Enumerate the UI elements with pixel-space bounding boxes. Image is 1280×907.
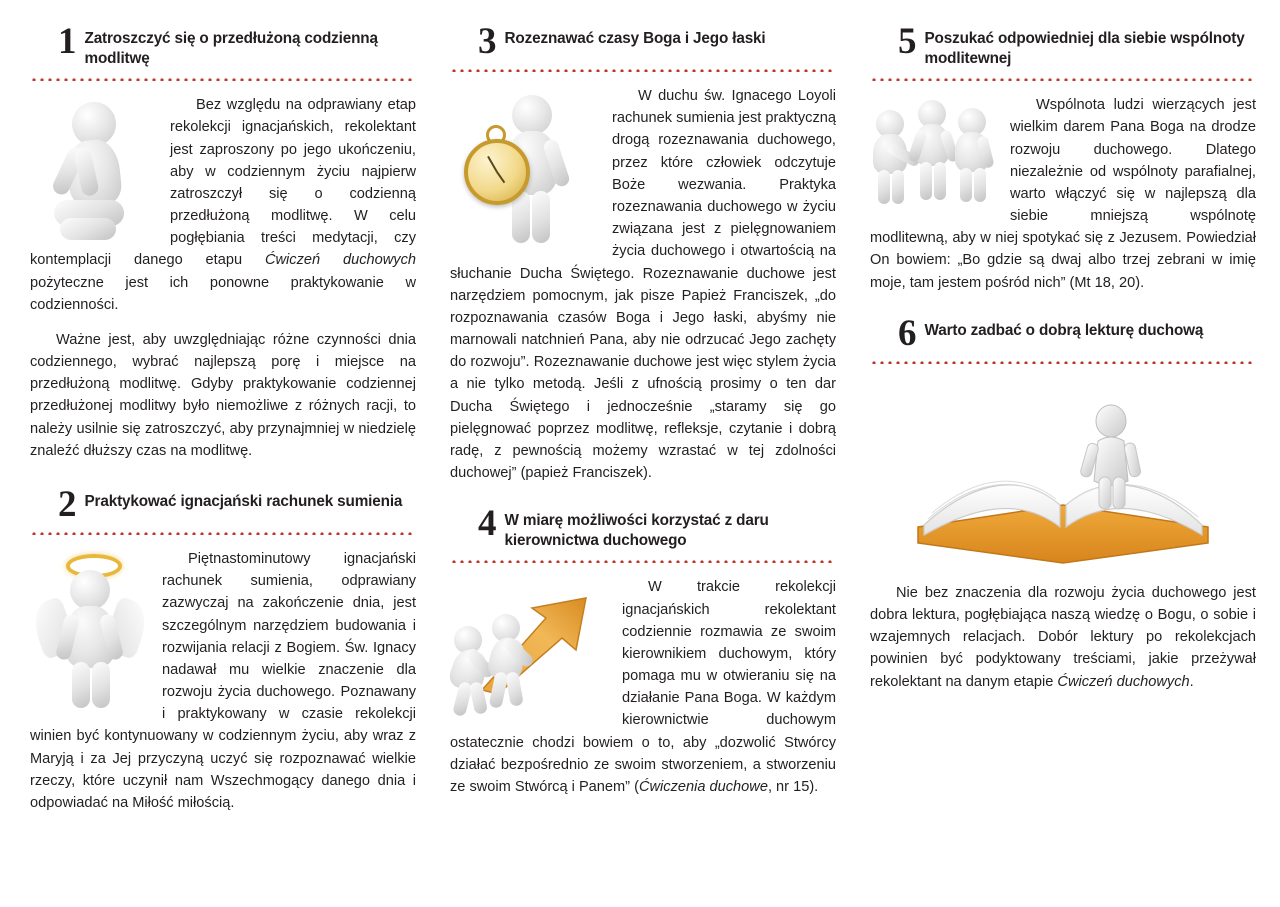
- figure-leg-right: [934, 162, 946, 200]
- three-column-layout: [30, 21, 1256, 887]
- section-number-4: 4: [478, 503, 497, 545]
- figure-leg-right: [892, 170, 904, 204]
- figure-leg-left: [72, 662, 90, 708]
- section-heading-2: [30, 483, 416, 525]
- community-figure-left: [870, 110, 916, 210]
- section-title-1: Zatroszczyć się o przedłużoną codzienną modlitwę: [84, 30, 378, 67]
- kneeling-praying-figure: [30, 96, 158, 246]
- section-title-3: Rozeznawać czasy Boga i Jego łaski: [504, 30, 766, 47]
- column-right: [870, 21, 1256, 887]
- figure-leg-lower: [60, 218, 116, 240]
- spacer: [870, 294, 1256, 318]
- section-heading-5: [870, 21, 1256, 68]
- figure-leg-right: [974, 168, 986, 202]
- two-figures-pushing-arrow: [450, 578, 610, 718]
- section-heading-3: [450, 21, 836, 62]
- pushing-figure-back: [484, 614, 544, 710]
- column-left: [30, 21, 417, 887]
- section-4-paragraph-1: W trakcie rekolekcji ignacjańskich rekolektant codziennie rozmawia ze swoim kierownikiem duchowym, który pomaga mu w otwieraniu się na działanie Pana Boga. W każdym kierownictwie duchowym ostatecznie chodzi bowiem o to, aby „dozwolić Stwórcy działać bezpośrednio ze swoim stworzeniem, a stworzeniu ze swoim Stwórcą i Panem” (Ćwiczenia duchowe, nr 15).: [450, 579, 836, 795]
- section-title-6: Warto zadbać o dobrą lekturę duchową: [924, 321, 1204, 339]
- section-number-3: 3: [478, 21, 497, 62]
- community-figure-middle: [912, 100, 958, 210]
- section-number-1: 1: [58, 21, 77, 62]
- spacer: [450, 484, 836, 508]
- figure-leg-right: [92, 662, 110, 708]
- figure-head: [70, 570, 110, 610]
- figure-leg-left: [920, 162, 932, 200]
- dotted-divider-5: [870, 77, 1256, 81]
- section-5-paragraph-1: Wspólnota ludzi wierzących jest wielkim darem Pana Boga na drodze rozwoju duchowego. Dlatego niezależnie od wspólnoty parafialnej, warto włączyć się w najlepszą dla siebie mniejszą wspólnotę modlitewną, aby w niej spotykać się z Jezusem. Powiedział On bowiem: „Bo gdzie są dwaj albo trzej zebrani w imię moje, tam jestem pośród nich” (Mt 18, 20).: [870, 97, 1256, 291]
- section-heading-4: [450, 503, 836, 550]
- dotted-divider-2: [30, 531, 416, 535]
- section-heading-1: [30, 21, 416, 68]
- section-number-6: 6: [898, 312, 917, 354]
- section-3-paragraph-1: W duchu św. Ignacego Loyoli rachunek sumienia jest praktyczną drogą rozeznawania duchowego, przez które człowiek odczytuje Boże wezwania. Praktyka rozeznawania duchowego w życiu związana jest z pielęgnowaniem życia duchowego i otwartością na słuchanie Ducha Świętego. Rozeznawanie duchowe jest narzędziem pomocnym, jak pisze Papież Franciszek, „do rozpoznawania czasów Boga i Jego łaski, abyśmy nie marnowali natchnień Pana, aby nie odrzucać Jego zachęty do rozwoju”. Rozeznawanie duchowe jest więc stylem życia a nie tylko metodą. Jeśli z ufnością prosimy o ten dar Ducha Świętego i jednocześnie „staramy się go pielęgnować poprzez modlitwę, refleksje, czytanie i dobrą radę, z pewnością możemy wzrastać w tej zdolności duchowej” (papież Franciszek).: [450, 88, 836, 482]
- section-title-4: W miarę możliwości korzystać z daru kierownictwa duchowego: [504, 512, 769, 549]
- dotted-divider-4: [450, 559, 836, 563]
- section-title-2: Praktykować ignacjański rachunek sumienia: [84, 492, 403, 510]
- section-6-paragraph-1: Nie bez znaczenia dla rozwoju życia duchowego jest dobra lektura, pogłębiająca naszą wiedzę o Bogu, o sobie i wzajemnych relacjach. Dobór lektury po rekolekcjach powinien być podyktowany treściami, jakie przeżywał rekolektant na danym etapie Ćwiczeń duchowych.: [870, 584, 1256, 690]
- section-1-paragraph-1: Bez względu na odprawiany etap rekolekcji ignacjańskich, rekolektant jest zaproszony po jego ukończeniu, aby w codziennym życiu najpierw zatroszczył się o codzienną przedłużoną modlitwę. W celu pogłębiania treści medytacji, czy kontemplacji danego etapu Ćwiczeń duchowych pożyteczne jest ich ponowne praktykowanie w codzienności.: [30, 97, 417, 313]
- section-number-5: 5: [898, 21, 917, 62]
- spacer: [30, 475, 416, 489]
- figure-leg-right: [505, 672, 524, 708]
- figure-leg-left: [878, 170, 890, 204]
- pocket-watch-icon: [464, 139, 530, 205]
- figure-leg-left: [960, 168, 972, 202]
- figure-head: [512, 95, 552, 135]
- section-2-paragraph-1: Piętnastominutowy ignacjański rachunek sumienia, odprawiany zazwyczaj na zakończenie dnia, jest szczególnym narzędziem budowania i rozwijania relacji z Bogiem. Św. Ignacy nadawał mu wielkie znaczenie dla rozwoju życia duchowego. Poznawany i praktykowany w czasie rekolekcji winien być kontynuowany w codziennym życiu, aby wraz z Maryją i za Jej przyczyną uczyć się rozpoznawać wielkie rzeczy, które uczynił nam Wszechmogący danego dnia i odpowiadać na Miłość miłością.: [30, 551, 416, 811]
- three-figures-community: [870, 96, 998, 216]
- community-figure-right: [954, 108, 998, 210]
- dotted-divider-3: [450, 68, 836, 72]
- open-book-with-figure: [870, 377, 1256, 572]
- column-middle: [450, 21, 836, 887]
- section-heading-6: [870, 312, 1256, 354]
- dotted-divider-6: [870, 360, 1256, 364]
- angel-figure: [30, 550, 150, 710]
- figure-leg-right: [532, 191, 550, 243]
- open-book-illustration: [898, 377, 1228, 567]
- dotted-divider-1: [30, 77, 416, 81]
- section-number-2: 2: [58, 483, 77, 525]
- figure-with-pocket-watch: [450, 87, 600, 252]
- section-1-paragraph-2: Ważne jest, aby uwzględniając różne czynności dnia codziennego, wybrać najlepszą porę i miejsce na przedłużoną modlitwę. Gdyby praktykowanie codziennej przedłużonej modlitwy było niemożliwe z różnych racji, to należy usilnie się zatroszczyć, aby przynajmniej w niedzielę znaleźć dłuższy czas na modlitwę.: [30, 331, 416, 459]
- section-title-5: Poszukać odpowiedniej dla siebie wspólnoty modlitewnej: [924, 30, 1245, 67]
